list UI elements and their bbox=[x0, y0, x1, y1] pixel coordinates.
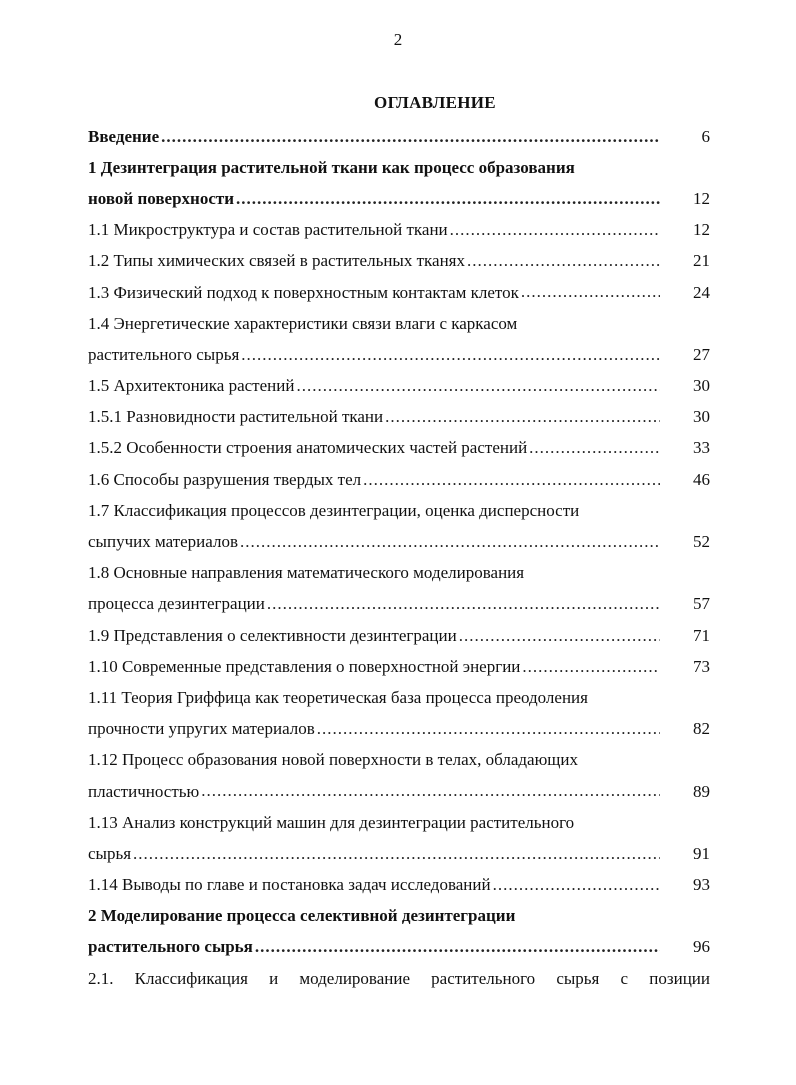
toc-dot-leader bbox=[529, 437, 660, 459]
toc-entry bbox=[88, 745, 710, 776]
toc-entry bbox=[88, 589, 710, 620]
toc-entry bbox=[88, 714, 710, 745]
toc-dot-leader bbox=[317, 718, 660, 740]
toc-page-number: 91 bbox=[693, 843, 710, 863]
toc-entry-title: процесса дезинтеграции bbox=[88, 594, 265, 614]
toc-entry bbox=[88, 807, 710, 838]
page-title: ОГЛАВЛЕНИЕ bbox=[374, 93, 496, 112]
toc-entry-title: 1.5.2 Особенности строения анатомических частей растений bbox=[88, 438, 528, 458]
toc-entry-title: 1.3 Физический подход к поверхностным контактам клеток bbox=[88, 282, 519, 302]
toc-entry bbox=[88, 682, 710, 713]
toc-entry bbox=[88, 870, 710, 901]
toc-entry bbox=[88, 277, 710, 308]
toc-entry-title: 1.13 Анализ конструкций машин для дезинтеграции растительного bbox=[88, 812, 575, 832]
toc-entry-title: 1.14 Выводы по главе и постановка задач исследований bbox=[88, 875, 491, 895]
toc-page-number: 30 bbox=[693, 407, 710, 427]
toc-entry-title: 1.2 Типы химических связей в растительных тканях bbox=[88, 251, 465, 271]
toc-entry-title: 1.7 Классификация процессов дезинтеграции, оценка дисперсности bbox=[88, 500, 580, 520]
toc-entry bbox=[88, 152, 710, 183]
toc-page-number: 96 bbox=[693, 937, 710, 957]
toc-entry-title: 1.5.1 Разновидности растительной ткани bbox=[88, 407, 384, 427]
toc-entry bbox=[88, 121, 710, 152]
toc-page-number: 27 bbox=[693, 344, 710, 364]
toc-page-number: 33 bbox=[693, 438, 710, 458]
toc-dot-leader bbox=[241, 344, 660, 366]
toc-entry-title: растительного сырья bbox=[88, 937, 253, 957]
toc-dot-leader bbox=[521, 281, 660, 303]
toc-entry-title: новой поверхности bbox=[88, 188, 235, 208]
toc-page-number: 24 bbox=[693, 282, 710, 302]
toc-page-number: 12 bbox=[693, 188, 710, 208]
toc-entry bbox=[88, 433, 710, 464]
toc-entry-title: 1.8 Основные направления математического моделирования bbox=[88, 563, 525, 583]
toc-entry bbox=[88, 620, 710, 651]
toc-page-number: 30 bbox=[693, 376, 710, 396]
toc-dot-leader bbox=[240, 531, 660, 553]
toc-entry bbox=[88, 183, 710, 214]
toc-dot-leader bbox=[522, 656, 660, 678]
toc-entry-title: пластичностью bbox=[88, 781, 200, 801]
toc-entry-title: 1.5 Архитектоника растений bbox=[88, 376, 295, 396]
toc-entry-title: 1.12 Процесс образования новой поверхности в телах, обладающих bbox=[88, 750, 578, 770]
toc-entry-title: 2 Моделирование процесса селективной дезинтеграции bbox=[88, 906, 516, 926]
toc-entry bbox=[88, 402, 710, 433]
toc-entry-title: 1.10 Современные представления о поверхностной энергии bbox=[88, 656, 521, 676]
toc-dot-leader bbox=[161, 126, 660, 148]
toc-entry bbox=[88, 776, 710, 807]
toc-page-number: 12 bbox=[693, 220, 710, 240]
toc-entry bbox=[88, 901, 710, 932]
toc-entry bbox=[88, 371, 710, 402]
toc-entry-title: 1.11 Теория Гриффица как теоретическая база процесса преодоления bbox=[88, 687, 588, 707]
toc-dot-leader bbox=[255, 936, 660, 958]
toc-page-number: 57 bbox=[693, 594, 710, 614]
toc-entry bbox=[88, 651, 710, 682]
toc-dot-leader bbox=[450, 219, 660, 241]
toc-entry-title: растительного сырья bbox=[88, 344, 240, 364]
toc-entry-title: прочности упругих материалов bbox=[88, 719, 315, 739]
toc-dot-leader bbox=[236, 188, 660, 210]
toc-entry-title: 1.4 Энергетические характеристики связи влаги с каркасом bbox=[88, 313, 518, 333]
toc-entry bbox=[88, 495, 710, 526]
page-number: 2 bbox=[393, 30, 403, 49]
toc-entry bbox=[88, 526, 710, 557]
table-of-contents bbox=[88, 121, 710, 994]
toc-page-number: 82 bbox=[693, 719, 710, 739]
toc-entry-title: 2.1. Классификация и моделирование растительного сырья с позиции bbox=[88, 968, 710, 988]
toc-page-number: 89 bbox=[693, 781, 710, 801]
toc-entry bbox=[88, 558, 710, 589]
toc-entry-title: 1.6 Способы разрушения твердых тел bbox=[88, 469, 362, 489]
toc-entry bbox=[88, 339, 710, 370]
toc-dot-leader bbox=[363, 469, 660, 491]
toc-entry-title: Введение bbox=[88, 126, 160, 146]
toc-dot-leader bbox=[201, 780, 660, 802]
toc-entry bbox=[88, 308, 710, 339]
toc-page-number: 6 bbox=[701, 126, 710, 146]
toc-entry-title: 1.9 Представления о селективности дезинтеграции bbox=[88, 625, 457, 645]
toc-dot-leader bbox=[493, 874, 660, 896]
toc-dot-leader bbox=[133, 843, 660, 865]
toc-dot-leader bbox=[267, 593, 660, 615]
toc-page-number: 46 bbox=[693, 469, 710, 489]
toc-entry bbox=[88, 215, 710, 246]
toc-page-number: 52 bbox=[693, 532, 710, 552]
toc-dot-leader bbox=[385, 406, 660, 428]
toc-page-number: 73 bbox=[693, 656, 710, 676]
toc-entry-title: сыпучих материалов bbox=[88, 532, 238, 552]
toc-entry-title: 1.1 Микроструктура и состав растительной ткани bbox=[88, 220, 448, 240]
toc-entry bbox=[88, 838, 710, 869]
toc-page-number: 71 bbox=[693, 625, 710, 645]
toc-entry bbox=[88, 464, 710, 495]
toc-page-number: 93 bbox=[693, 875, 710, 895]
toc-entry-title: 1 Дезинтеграция растительной ткани как процесс образования bbox=[88, 157, 575, 177]
toc-dot-leader bbox=[467, 250, 660, 272]
toc-page-number: 21 bbox=[693, 251, 710, 271]
toc-entry-title: сырья bbox=[88, 843, 132, 863]
toc-entry bbox=[88, 246, 710, 277]
toc-entry bbox=[88, 932, 710, 963]
toc-dot-leader bbox=[296, 375, 660, 397]
toc-dot-leader bbox=[459, 625, 660, 647]
toc-entry bbox=[88, 963, 710, 994]
